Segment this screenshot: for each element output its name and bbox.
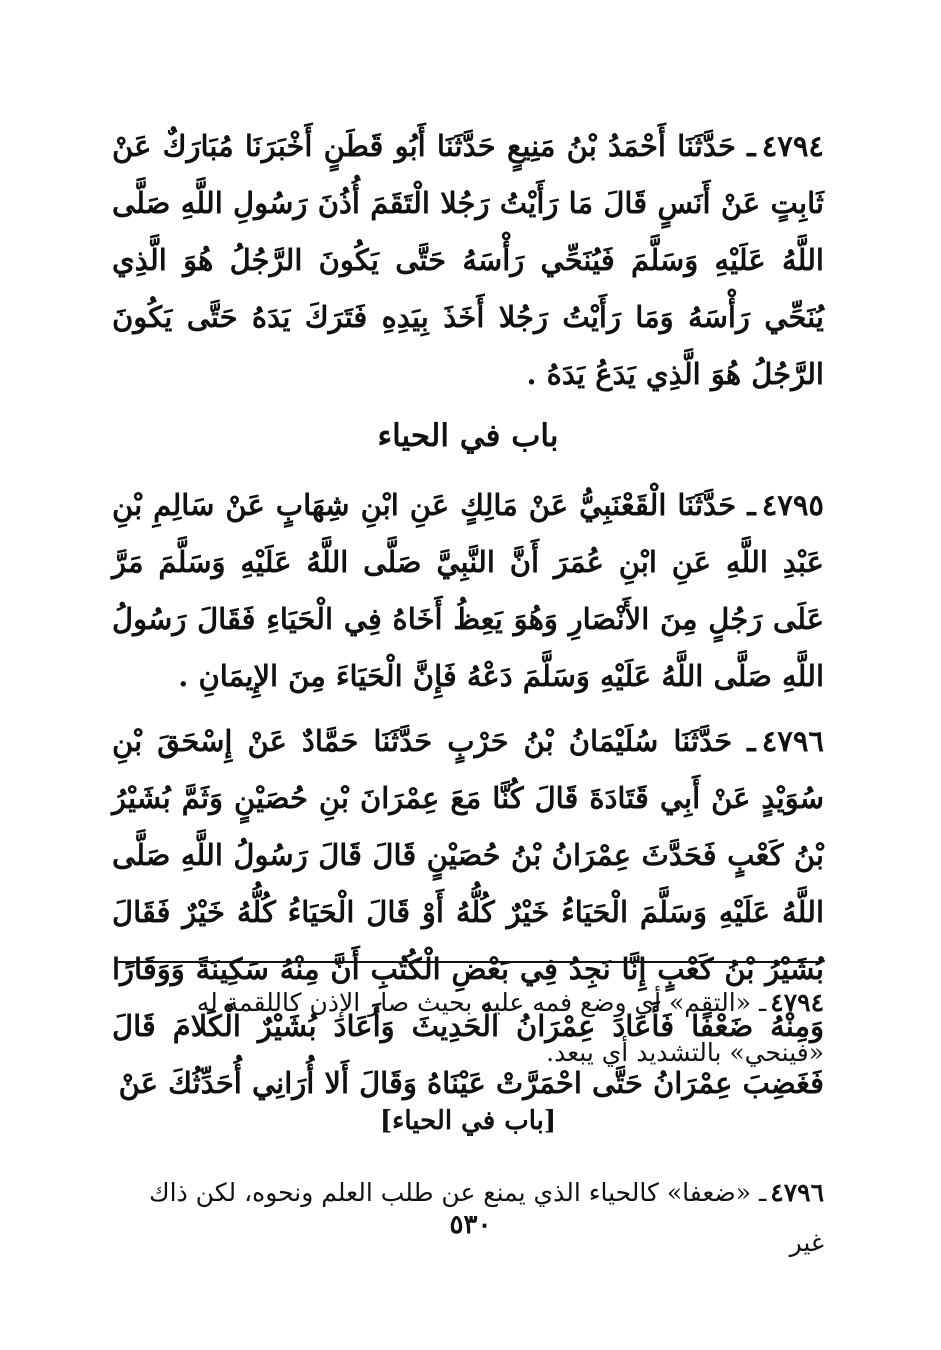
- hadith-number: ٤٧٩٦: [761, 724, 824, 758]
- footnote-divider: [118, 961, 820, 963]
- footnote-number: ٤٧٩٤: [770, 988, 824, 1017]
- chapter-heading: باب في الحياء: [377, 418, 559, 454]
- hadith-number: ٤٧٩٥: [761, 488, 824, 522]
- hadith-text: ـ حَدَّثَنَا الْقَعْنَبِيُّ عَنْ مَالِكٍ عَنِ ابْنِ شِهَابٍ عَنْ سَالِمِ بْنِ عَبْدِ اللَّهِ عَنِ ابْنِ عُمَرَ أَنَّ النَّبِيَّ صَلَّى اللَّهُ عَلَيْهِ وَسَلَّمَ مَرَّ عَلَى رَجُلٍ مِنَ الأَنْصَارِ وَهُوَ يَعِظُ أَخَاهُ فِي الْحَيَاءِ فَقَالَ رَسُولُ اللَّهِ صَلَّى اللَّهُ عَلَيْهِ وَسَلَّمَ دَعْهُ فَإِنَّ الْحَيَاءَ مِنَ الإِيمَانِ .: [112, 488, 824, 693]
- main-text-block: [112, 118, 824, 1120]
- footnote-text: ـ «التقم» أي وضع فمه عليه بحيث صار الإذن كاللقمة له «فينحي» بالتشديد أي يبعد.: [196, 988, 824, 1067]
- hadith-text: ـ حَدَّثَنَا سُلَيْمَانُ بْنُ حَرْبٍ حَدَّثَنَا حَمَّادٌ عَنْ إِسْحَقَ بْنِ سُوَيْدٍ عَنْ أَبِي قَتَادَةَ قَالَ كُنَّا مَعَ عِمْرَانَ بْنِ حُصَيْنٍ وَثَمَّ بُشَيْرُ بْنُ كَعْبٍ فَحَدَّثَ عِمْرَانُ بْنُ حُصَيْنٍ قَالَ قَالَ رَسُولُ اللَّهِ صَلَّى اللَّهُ عَلَيْهِ وَسَلَّمَ الْحَيَاءُ خَيْرٌ كُلُّهُ أَوْ قَالَ الْحَيَاءُ كُلُّهُ خَيْرٌ فَقَالَ بُشَيْرُ بْنُ كَعْبٍ إِنَّا نَجِدُ فِي بَعْضِ الْكُتُبِ أَنَّ مِنْهُ سَكِينَةً وَوَقَارًا وَمِنْهُ ضَعْفًا فَأَعَادَ عِمْرَانُ الْحَدِيثَ وَأَعَادَ بُشَيْرٌ الْكَلامَ قَالَ فَغَضِبَ عِمْرَانُ حَتَّى احْمَرَّتْ عَيْنَاهُ وَقَالَ أَلا أُرَانِي أُحَدِّثُكَ عَنْ: [112, 724, 824, 1100]
- hadith-text: ـ حَدَّثَنَا أَحْمَدُ بْنُ مَنِيعٍ حَدَّثَنَا أَبُو قَطَنٍ أَخْبَرَنَا مُبَارَكٌ عَنْ ثَابِتٍ عَنْ أَنَسٍ قَالَ مَا رَأَيْتُ رَجُلا الْتَقَمَ أُذُنَ رَسُولِ اللَّهِ صَلَّى اللَّهُ عَلَيْهِ وَسَلَّمَ فَيُنَحِّي رَأْسَهُ حَتَّى يَكُونَ الرَّجُلُ هُوَ الَّذِي يُنَحِّي رَأْسَهُ وَمَا رَأَيْتُ رَجُلا أَخَذَ بِيَدِهِ فَتَرَكَ يَدَهُ حَتَّى يَكُونَ الرَّجُلُ هُوَ الَّذِي يَدَعُ يَدَهُ .: [112, 129, 824, 391]
- footnote-chapter-heading: [باب في الحياء]: [379, 1106, 557, 1136]
- hadith-number: ٤٧٩٤: [761, 129, 824, 163]
- footnote-4794: [112, 978, 824, 1078]
- footnote-number: ٤٧٩٦: [770, 1178, 824, 1207]
- hadith-4794: [112, 118, 824, 403]
- footnote-text: ـ «ضعفا» كالحياء الذي يمنع عن طلب العلم ونحوه، لكن ذاك غير: [149, 1178, 824, 1257]
- hadith-4795: [112, 477, 824, 705]
- page-number: ٥٣٠: [449, 1210, 492, 1240]
